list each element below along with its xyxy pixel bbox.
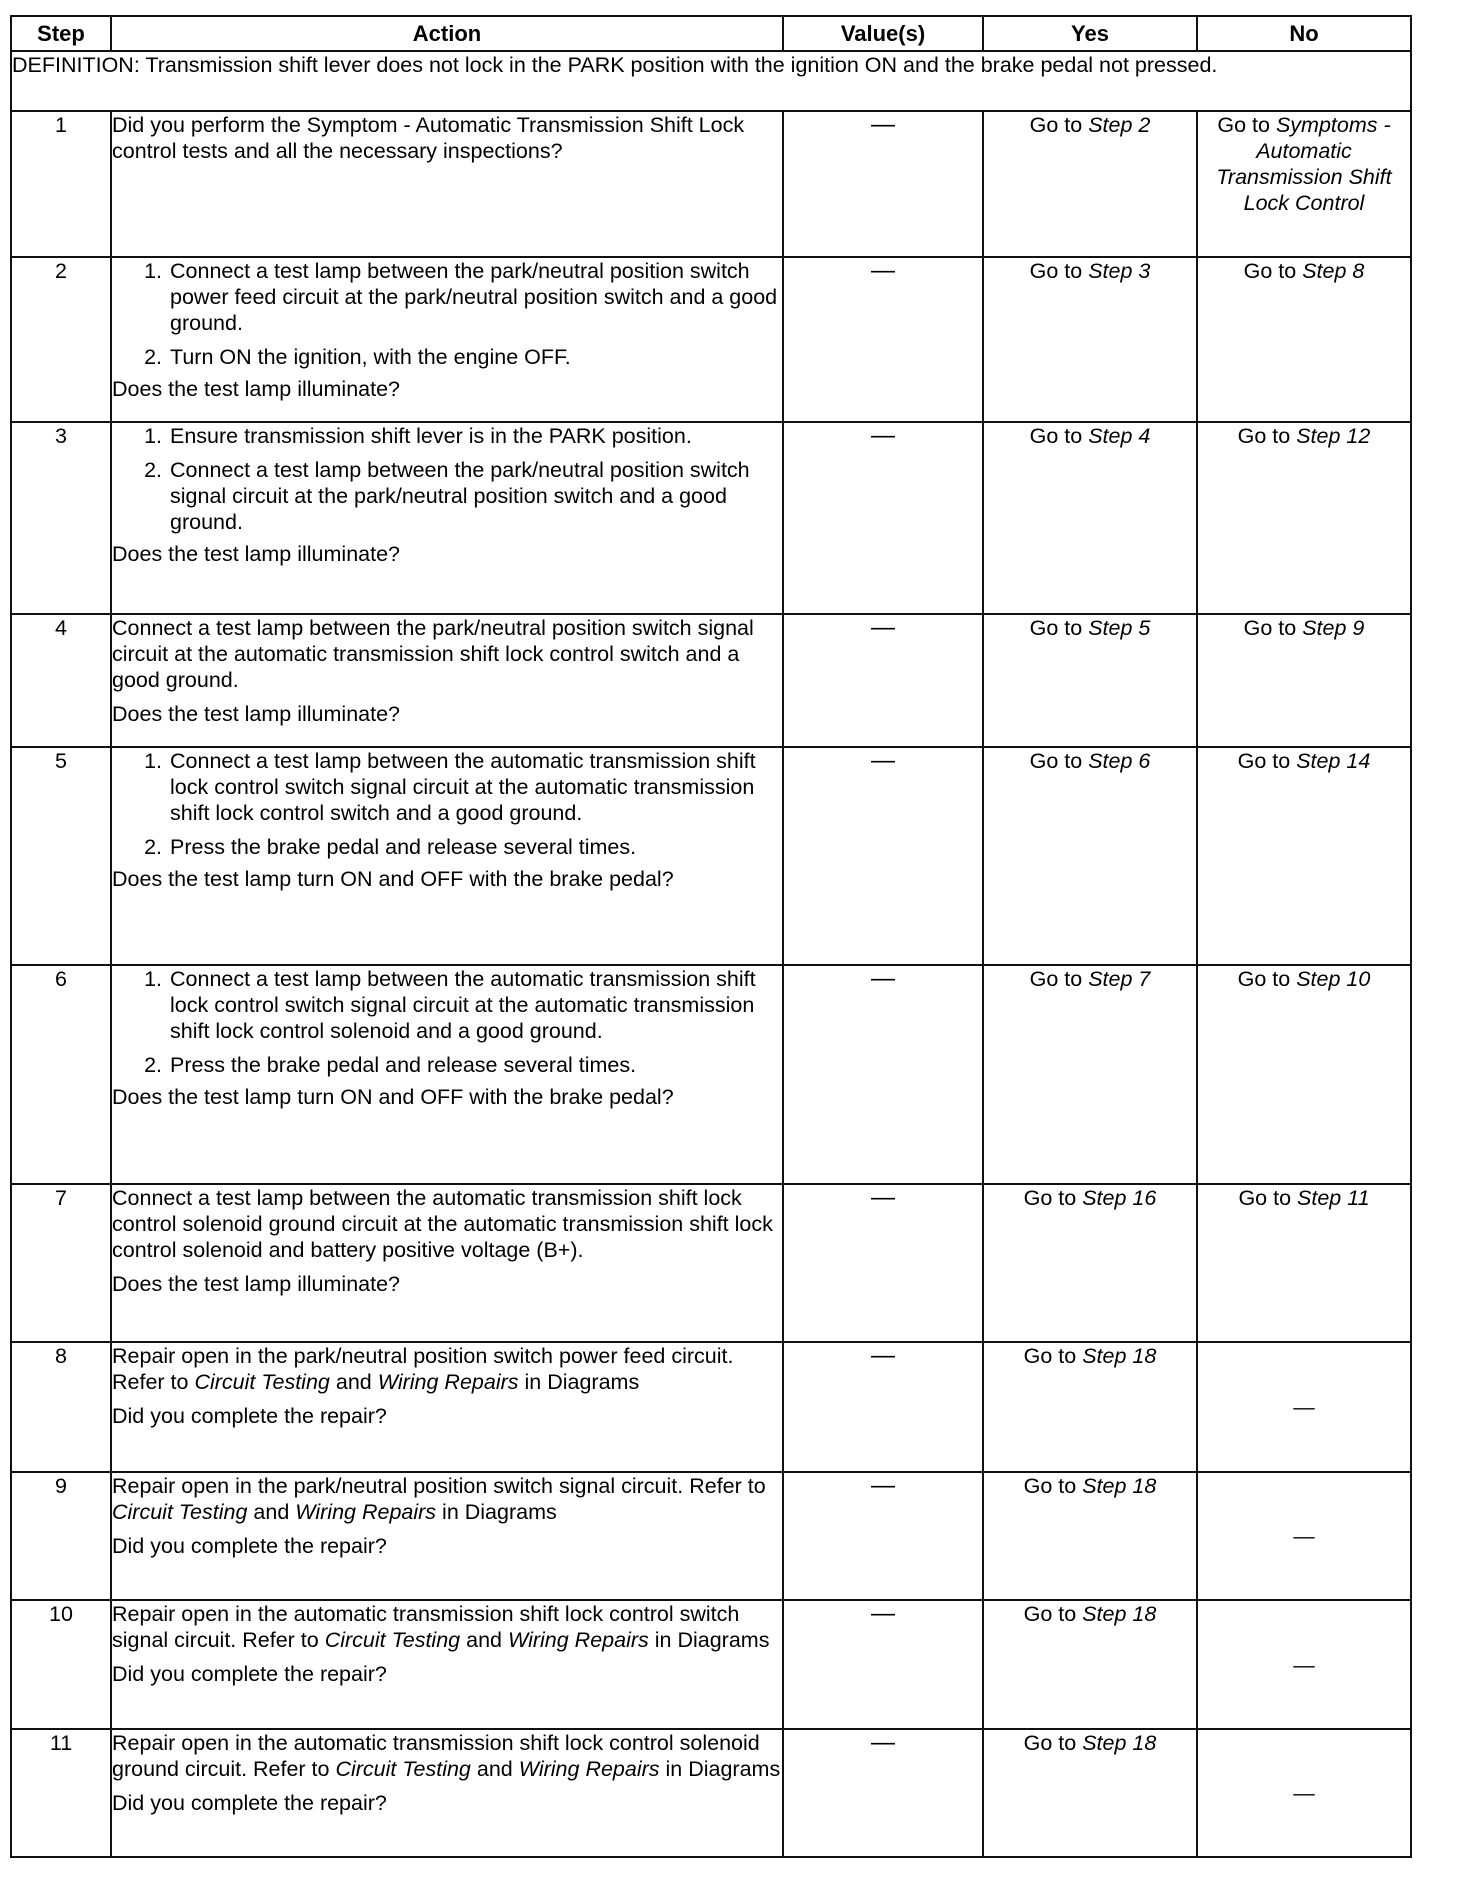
action-cell [111, 1184, 783, 1342]
text-run: in Diagrams [518, 1370, 640, 1394]
substep-item: 2. Press the brake pedal and release several times. [168, 834, 782, 860]
action-text: Did you perform the Symptom - Automatic Transmission Shift Lock control tests and all the necessary inspections? [112, 113, 745, 163]
wiring-repairs-link[interactable]: Wiring Repairs [507, 1628, 649, 1652]
value-cell: — [783, 1729, 983, 1857]
no-step-link[interactable]: Symptoms - Automatic Transmission Shift Lock Control [1216, 113, 1392, 215]
action-question: Does the test lamp turn ON and OFF with the brake pedal? [112, 867, 674, 891]
value-cell: — [783, 422, 983, 614]
table-row [11, 257, 1411, 422]
step-number: 6 [11, 965, 111, 1184]
substep-item: 1. Ensure transmission shift lever is in the PARK position. [168, 423, 782, 449]
step-number: 5 [11, 747, 111, 965]
no-cell: — [1197, 1342, 1411, 1472]
action-question: Does the test lamp illuminate? [112, 377, 401, 401]
action-question: Did you complete the repair? [112, 1534, 387, 1558]
action-text [112, 1343, 782, 1395]
action-cell [111, 111, 783, 257]
text-run: and [460, 1628, 508, 1652]
yes-step-link[interactable]: Step 18 [1082, 1602, 1157, 1626]
no-cell [1197, 422, 1411, 614]
substep-item: 1. Connect a test lamp between the park/neutral position switch power feed circuit at the park/neutral position switch and a good ground. [168, 258, 782, 336]
no-cell [1197, 614, 1411, 747]
header-values: Value(s) [783, 16, 983, 51]
step-number: 3 [11, 422, 111, 614]
yes-step-link[interactable]: Step 18 [1082, 1344, 1157, 1368]
table-row [11, 614, 1411, 747]
header-action: Action [111, 16, 783, 51]
circuit-testing-link[interactable]: Circuit Testing [194, 1370, 330, 1394]
yes-step-link[interactable]: Step 7 [1088, 967, 1151, 991]
yes-prefix: Go to [1023, 1602, 1083, 1626]
yes-prefix: Go to [1029, 967, 1089, 991]
action-question: Does the test lamp illuminate? [112, 542, 401, 566]
action-text: Connect a test lamp between the automatic transmission shift lock control solenoid ground circuit at the automatic transmission shift lock control solenoid and battery positive voltage (B+). [112, 1186, 773, 1262]
action-cell [111, 1729, 783, 1857]
value-cell: — [783, 1342, 983, 1472]
text-run: Repair open in the park/neutral position switch power feed circuit. Refer to [112, 1344, 734, 1394]
action-question: Does the test lamp illuminate? [112, 702, 401, 726]
table-row [11, 1729, 1411, 1857]
yes-cell [983, 614, 1197, 747]
table-row [11, 1600, 1411, 1729]
substep-item: 1. Connect a test lamp between the automatic transmission shift lock control switch signal circuit at the automatic transmission shift lock control switch and a good ground. [168, 748, 782, 826]
action-text [112, 1730, 782, 1782]
yes-prefix: Go to [1023, 1344, 1083, 1368]
no-prefix: Go to [1238, 1186, 1298, 1210]
table-row [11, 1342, 1411, 1472]
wiring-repairs-link[interactable]: Wiring Repairs [377, 1370, 519, 1394]
action-question: Does the test lamp turn ON and OFF with the brake pedal? [112, 1085, 674, 1109]
no-cell: — [1197, 1600, 1411, 1729]
no-cell [1197, 1184, 1411, 1342]
no-prefix: Go to [1243, 259, 1303, 283]
wiring-repairs-link[interactable]: Wiring Repairs [518, 1757, 660, 1781]
yes-step-link[interactable]: Step 16 [1082, 1186, 1157, 1210]
no-step-link[interactable]: Step 8 [1302, 259, 1365, 283]
step-number: 4 [11, 614, 111, 747]
yes-cell [983, 257, 1197, 422]
circuit-testing-link[interactable]: Circuit Testing [335, 1757, 471, 1781]
yes-prefix: Go to [1029, 616, 1089, 640]
yes-prefix: Go to [1023, 1186, 1083, 1210]
yes-cell [983, 1472, 1197, 1600]
value-cell: — [783, 747, 983, 965]
substep-item: 2. Press the brake pedal and release several times. [168, 1052, 782, 1078]
no-step-link[interactable]: Step 9 [1302, 616, 1365, 640]
no-step-link[interactable]: Step 12 [1296, 424, 1371, 448]
value-cell: — [783, 1472, 983, 1600]
table-row [11, 422, 1411, 614]
text-run: Repair open in the park/neutral position switch signal circuit. Refer to [112, 1474, 766, 1498]
substep-list [112, 966, 782, 1078]
text-run: and [470, 1757, 519, 1781]
yes-prefix: Go to [1029, 424, 1089, 448]
substep-list [112, 423, 782, 535]
text-run: in Diagrams [648, 1628, 770, 1652]
action-cell [111, 1342, 783, 1472]
action-cell [111, 614, 783, 747]
value-cell: — [783, 1600, 983, 1729]
diagnostic-table [10, 15, 1412, 1858]
yes-step-link[interactable]: Step 2 [1088, 113, 1151, 137]
table-row [11, 747, 1411, 965]
action-cell [111, 747, 783, 965]
action-cell [111, 1472, 783, 1600]
yes-step-link[interactable]: Step 5 [1088, 616, 1151, 640]
step-number: 9 [11, 1472, 111, 1600]
substep-item: 2. Turn ON the ignition, with the engine OFF. [168, 344, 782, 370]
yes-prefix: Go to [1023, 1474, 1083, 1498]
no-cell [1197, 747, 1411, 965]
yes-cell [983, 111, 1197, 257]
yes-step-link[interactable]: Step 18 [1082, 1474, 1157, 1498]
yes-cell [983, 1729, 1197, 1857]
action-question: Did you complete the repair? [112, 1404, 387, 1428]
definition-text: DEFINITION: Transmission shift lever does not lock in the PARK position with the ignition ON and the brake pedal not pressed. [11, 51, 1411, 111]
no-cell [1197, 257, 1411, 422]
step-number: 1 [11, 111, 111, 257]
text-run: in Diagrams [659, 1757, 781, 1781]
yes-cell [983, 1342, 1197, 1472]
value-cell: — [783, 257, 983, 422]
circuit-testing-link[interactable]: Circuit Testing [112, 1500, 248, 1524]
header-yes: Yes [983, 16, 1197, 51]
text-run: Repair open in the automatic transmission shift lock control solenoid ground circuit. Refer to [112, 1731, 760, 1781]
no-prefix: Go to [1237, 967, 1297, 991]
no-step-link[interactable]: Step 14 [1296, 749, 1371, 773]
text-run: and [247, 1500, 296, 1524]
text-run: and [329, 1370, 378, 1394]
table-row [11, 965, 1411, 1184]
action-text [112, 1473, 782, 1525]
yes-cell [983, 1600, 1197, 1729]
action-question: Did you complete the repair? [112, 1662, 387, 1686]
substep-list [112, 258, 782, 370]
action-question: Does the test lamp illuminate? [112, 1272, 401, 1296]
header-step: Step [11, 16, 111, 51]
wiring-repairs-link[interactable]: Wiring Repairs [295, 1500, 437, 1524]
text-run: in Diagrams [436, 1500, 557, 1524]
action-cell [111, 422, 783, 614]
yes-cell [983, 965, 1197, 1184]
value-cell: — [783, 965, 983, 1184]
yes-step-link[interactable]: Step 4 [1088, 424, 1151, 448]
action-cell [111, 1600, 783, 1729]
yes-step-link[interactable]: Step 18 [1082, 1731, 1157, 1755]
value-cell: — [783, 111, 983, 257]
table-row [11, 111, 1411, 257]
substep-item: 1. Connect a test lamp between the automatic transmission shift lock control switch signal circuit at the automatic transmission shift lock control solenoid and a good ground. [168, 966, 782, 1044]
no-cell: — [1197, 1472, 1411, 1600]
no-cell [1197, 965, 1411, 1184]
yes-cell [983, 1184, 1197, 1342]
step-number: 2 [11, 257, 111, 422]
step-number: 11 [11, 1729, 111, 1857]
yes-prefix: Go to [1029, 113, 1089, 137]
action-text [112, 1601, 782, 1653]
yes-step-link[interactable]: Step 3 [1088, 259, 1151, 283]
text-run: Repair open in the automatic transmission shift lock control switch signal circuit. Refer to [112, 1602, 740, 1652]
table-row [11, 1184, 1411, 1342]
action-cell [111, 257, 783, 422]
no-prefix: Go to [1237, 424, 1297, 448]
no-cell: — [1197, 1729, 1411, 1857]
no-step-link[interactable]: Step 11 [1297, 1186, 1370, 1210]
no-step-link[interactable]: Step 10 [1296, 967, 1371, 991]
action-cell [111, 965, 783, 1184]
definition-row [11, 51, 1411, 111]
yes-step-link[interactable]: Step 6 [1088, 749, 1151, 773]
yes-prefix: Go to [1023, 1731, 1083, 1755]
no-cell [1197, 111, 1411, 257]
action-question: Did you complete the repair? [112, 1791, 387, 1815]
header-row [11, 16, 1411, 51]
step-number: 8 [11, 1342, 111, 1472]
header-no: No [1197, 16, 1411, 51]
action-text: Connect a test lamp between the park/neutral position switch signal circuit at the automatic transmission shift lock control switch and a good ground. [112, 616, 754, 692]
substep-list [112, 748, 782, 860]
circuit-testing-link[interactable]: Circuit Testing [324, 1628, 461, 1652]
value-cell: — [783, 614, 983, 747]
yes-prefix: Go to [1029, 259, 1089, 283]
value-cell: — [783, 1184, 983, 1342]
yes-cell [983, 422, 1197, 614]
substep-item: 2. Connect a test lamp between the park/neutral position switch signal circuit at the park/neutral position switch and a good ground. [168, 457, 782, 535]
no-prefix: Go to [1217, 113, 1276, 137]
step-number: 10 [11, 1600, 111, 1729]
step-number: 7 [11, 1184, 111, 1342]
table-row [11, 1472, 1411, 1600]
no-prefix: Go to [1243, 616, 1303, 640]
yes-prefix: Go to [1029, 749, 1089, 773]
no-prefix: Go to [1237, 749, 1297, 773]
yes-cell [983, 747, 1197, 965]
